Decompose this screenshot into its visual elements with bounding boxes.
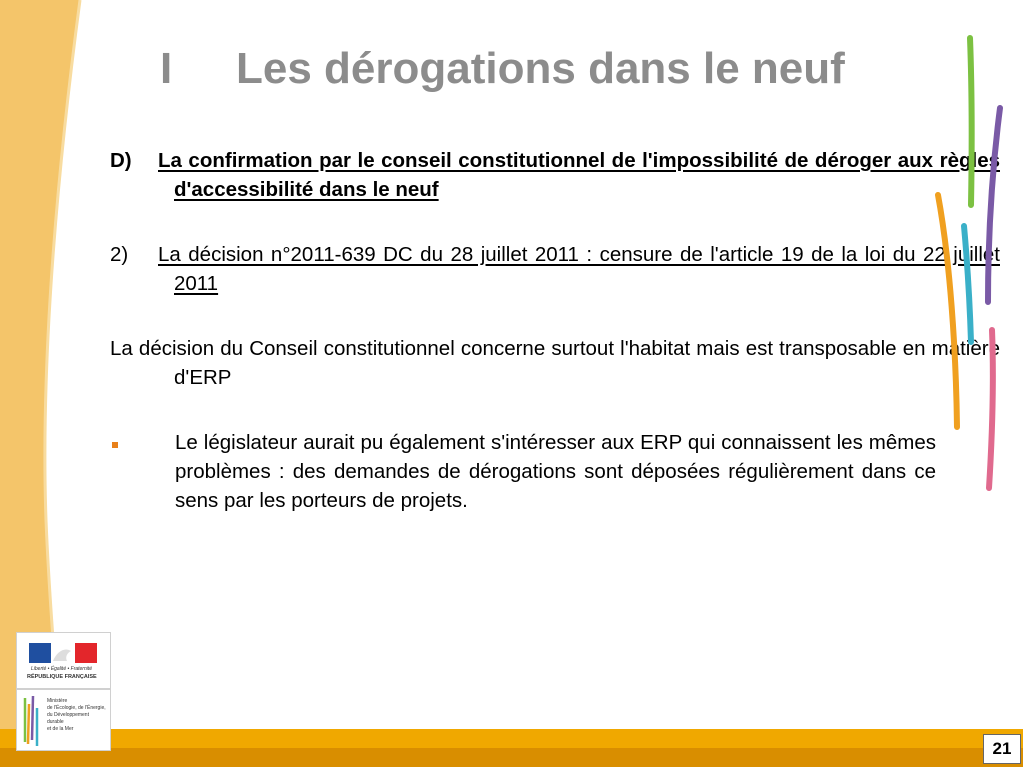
ministere-line-3: du Développement — [47, 712, 89, 718]
republique-name: RÉPUBLIQUE FRANÇAISE — [27, 674, 97, 680]
section-heading — [110, 146, 1000, 204]
bullet-square-icon — [112, 442, 118, 448]
item-text: La décision n°2011-639 DC du 28 juillet 2011 : censure de l'article 19 de la loi du 22 juillet 2011 — [158, 243, 1000, 295]
ministere-line-2: de l'Écologie, de l'Énergie, — [47, 705, 106, 711]
item-marker: 2) — [110, 243, 129, 266]
footer-bar-lower — [0, 748, 1023, 767]
ministere-stripes-icon — [20, 692, 42, 748]
slide-title — [160, 44, 920, 94]
decorative-strokes — [920, 30, 1020, 500]
ministere-line-4: durable — [47, 719, 64, 725]
body-paragraph: La décision du Conseil constitutionnel concerne surtout l'habitat mais est transposable en matière d'ERP — [110, 337, 1000, 389]
section-marker: D) — [110, 149, 132, 172]
ministere-line-5: et de la Mer — [47, 726, 74, 732]
ministere-logo — [16, 689, 111, 751]
decision-item — [110, 240, 1000, 298]
ministere-line-1: Ministère — [47, 698, 68, 704]
republique-francaise-logo — [16, 632, 111, 689]
republique-motto: Liberté • Égalité • Fraternité — [31, 666, 93, 672]
title-number: I — [160, 44, 173, 93]
section-text: La confirmation par le conseil constitutionnel de l'impossibilité de déroger aux règles d'accessibilité dans le neuf — [158, 149, 1000, 201]
page-number: 21 — [983, 734, 1021, 764]
bullet-text: Le législateur aurait pu également s'intéresser aux ERP qui connaissent les mêmes problèmes : des demandes de dérogations sont déposées régulièrement dans ce sens par les porteurs de projets. — [175, 431, 936, 512]
title-text: Les dérogations dans le neuf — [236, 44, 845, 93]
